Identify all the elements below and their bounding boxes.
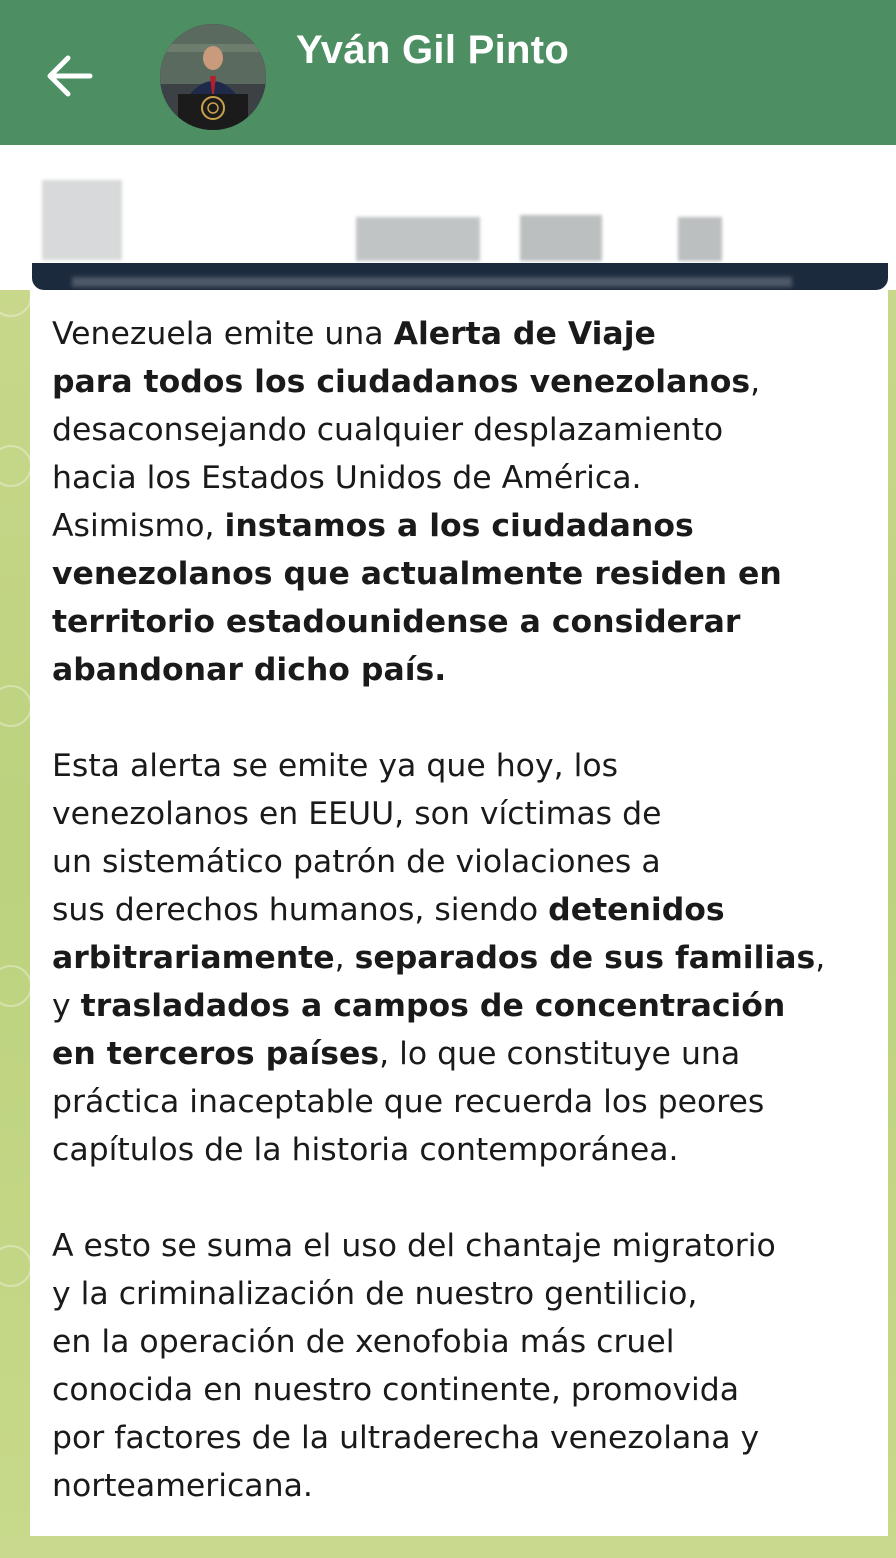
text-run: Venezuela emite una xyxy=(52,316,394,352)
text-run: norteamericana. xyxy=(52,1468,313,1504)
text-run: , lo que constituye una xyxy=(379,1036,741,1072)
attached-image[interactable] xyxy=(0,145,896,290)
text-run: capítulos de la historia contemporánea. xyxy=(52,1132,679,1168)
text-run: A esto se suma el uso del chantaje migratorio xyxy=(52,1228,776,1264)
text-run: un sistemático patrón de violaciones a xyxy=(52,844,661,880)
blurred-region xyxy=(356,217,480,261)
message-text xyxy=(52,310,888,1558)
blurred-region xyxy=(42,180,122,260)
bold-text: abandonar dicho país. xyxy=(52,652,447,688)
text-run: y la criminalización de nuestro gentilicio, xyxy=(52,1276,698,1312)
bold-text: territorio estadounidense a considerar xyxy=(52,604,741,640)
text-run: en la operación de xenofobia más cruel xyxy=(52,1324,675,1360)
wallpaper-doodle xyxy=(0,685,32,727)
message-paragraph-1 xyxy=(52,310,888,694)
bold-text: instamos a los ciudadanos xyxy=(224,508,694,544)
bold-text: para todos los ciudadanos venezolanos xyxy=(52,364,751,400)
text-run: conocida en nuestro continente, promovida xyxy=(52,1372,740,1408)
blurred-region xyxy=(678,217,722,261)
text-run: Asimismo, xyxy=(52,508,225,544)
blurred-region xyxy=(520,215,602,261)
arrow-left-icon[interactable] xyxy=(40,50,96,102)
avatar[interactable] xyxy=(160,24,266,130)
text-run: hacia los Estados Unidos de América. xyxy=(52,460,642,496)
bold-text: separados de sus familias xyxy=(354,940,816,976)
text-run: , xyxy=(815,940,826,976)
wallpaper-doodle xyxy=(0,1245,32,1287)
text-run: Esta alerta se emite ya que hoy, los xyxy=(52,748,619,784)
chat-header xyxy=(0,0,896,145)
bold-text: arbitrariamente xyxy=(52,940,335,976)
message-paragraph-2 xyxy=(52,742,888,1174)
wallpaper-doodle xyxy=(0,965,32,1007)
text-run: desaconsejando cualquier desplazamiento xyxy=(52,412,724,448)
text-run: y xyxy=(52,988,81,1024)
bold-text: detenidos xyxy=(548,892,725,928)
text-run: por factores de la ultraderecha venezolana y xyxy=(52,1420,760,1456)
image-banner xyxy=(32,263,888,290)
bold-text: en terceros países xyxy=(52,1036,380,1072)
text-run: sus derechos humanos, siendo xyxy=(52,892,549,928)
text-run: , xyxy=(334,940,355,976)
wallpaper-doodle xyxy=(0,445,32,487)
text-run: práctica inaceptable que recuerda los peores xyxy=(52,1084,765,1120)
bold-text: venezolanos que actualmente residen en xyxy=(52,556,782,592)
profile-photo-avatar xyxy=(160,24,266,130)
message-paragraph-3 xyxy=(52,1222,888,1510)
bold-text: trasladados a campos de concentración xyxy=(80,988,786,1024)
chat-title[interactable]: Yván Gil Pinto xyxy=(296,28,570,72)
text-run: venezolanos en EEUU, son víctimas de xyxy=(52,796,662,832)
bold-text: Alerta de Viaje xyxy=(393,316,656,352)
blurred-caption xyxy=(72,277,792,287)
text-run: , xyxy=(750,364,761,400)
